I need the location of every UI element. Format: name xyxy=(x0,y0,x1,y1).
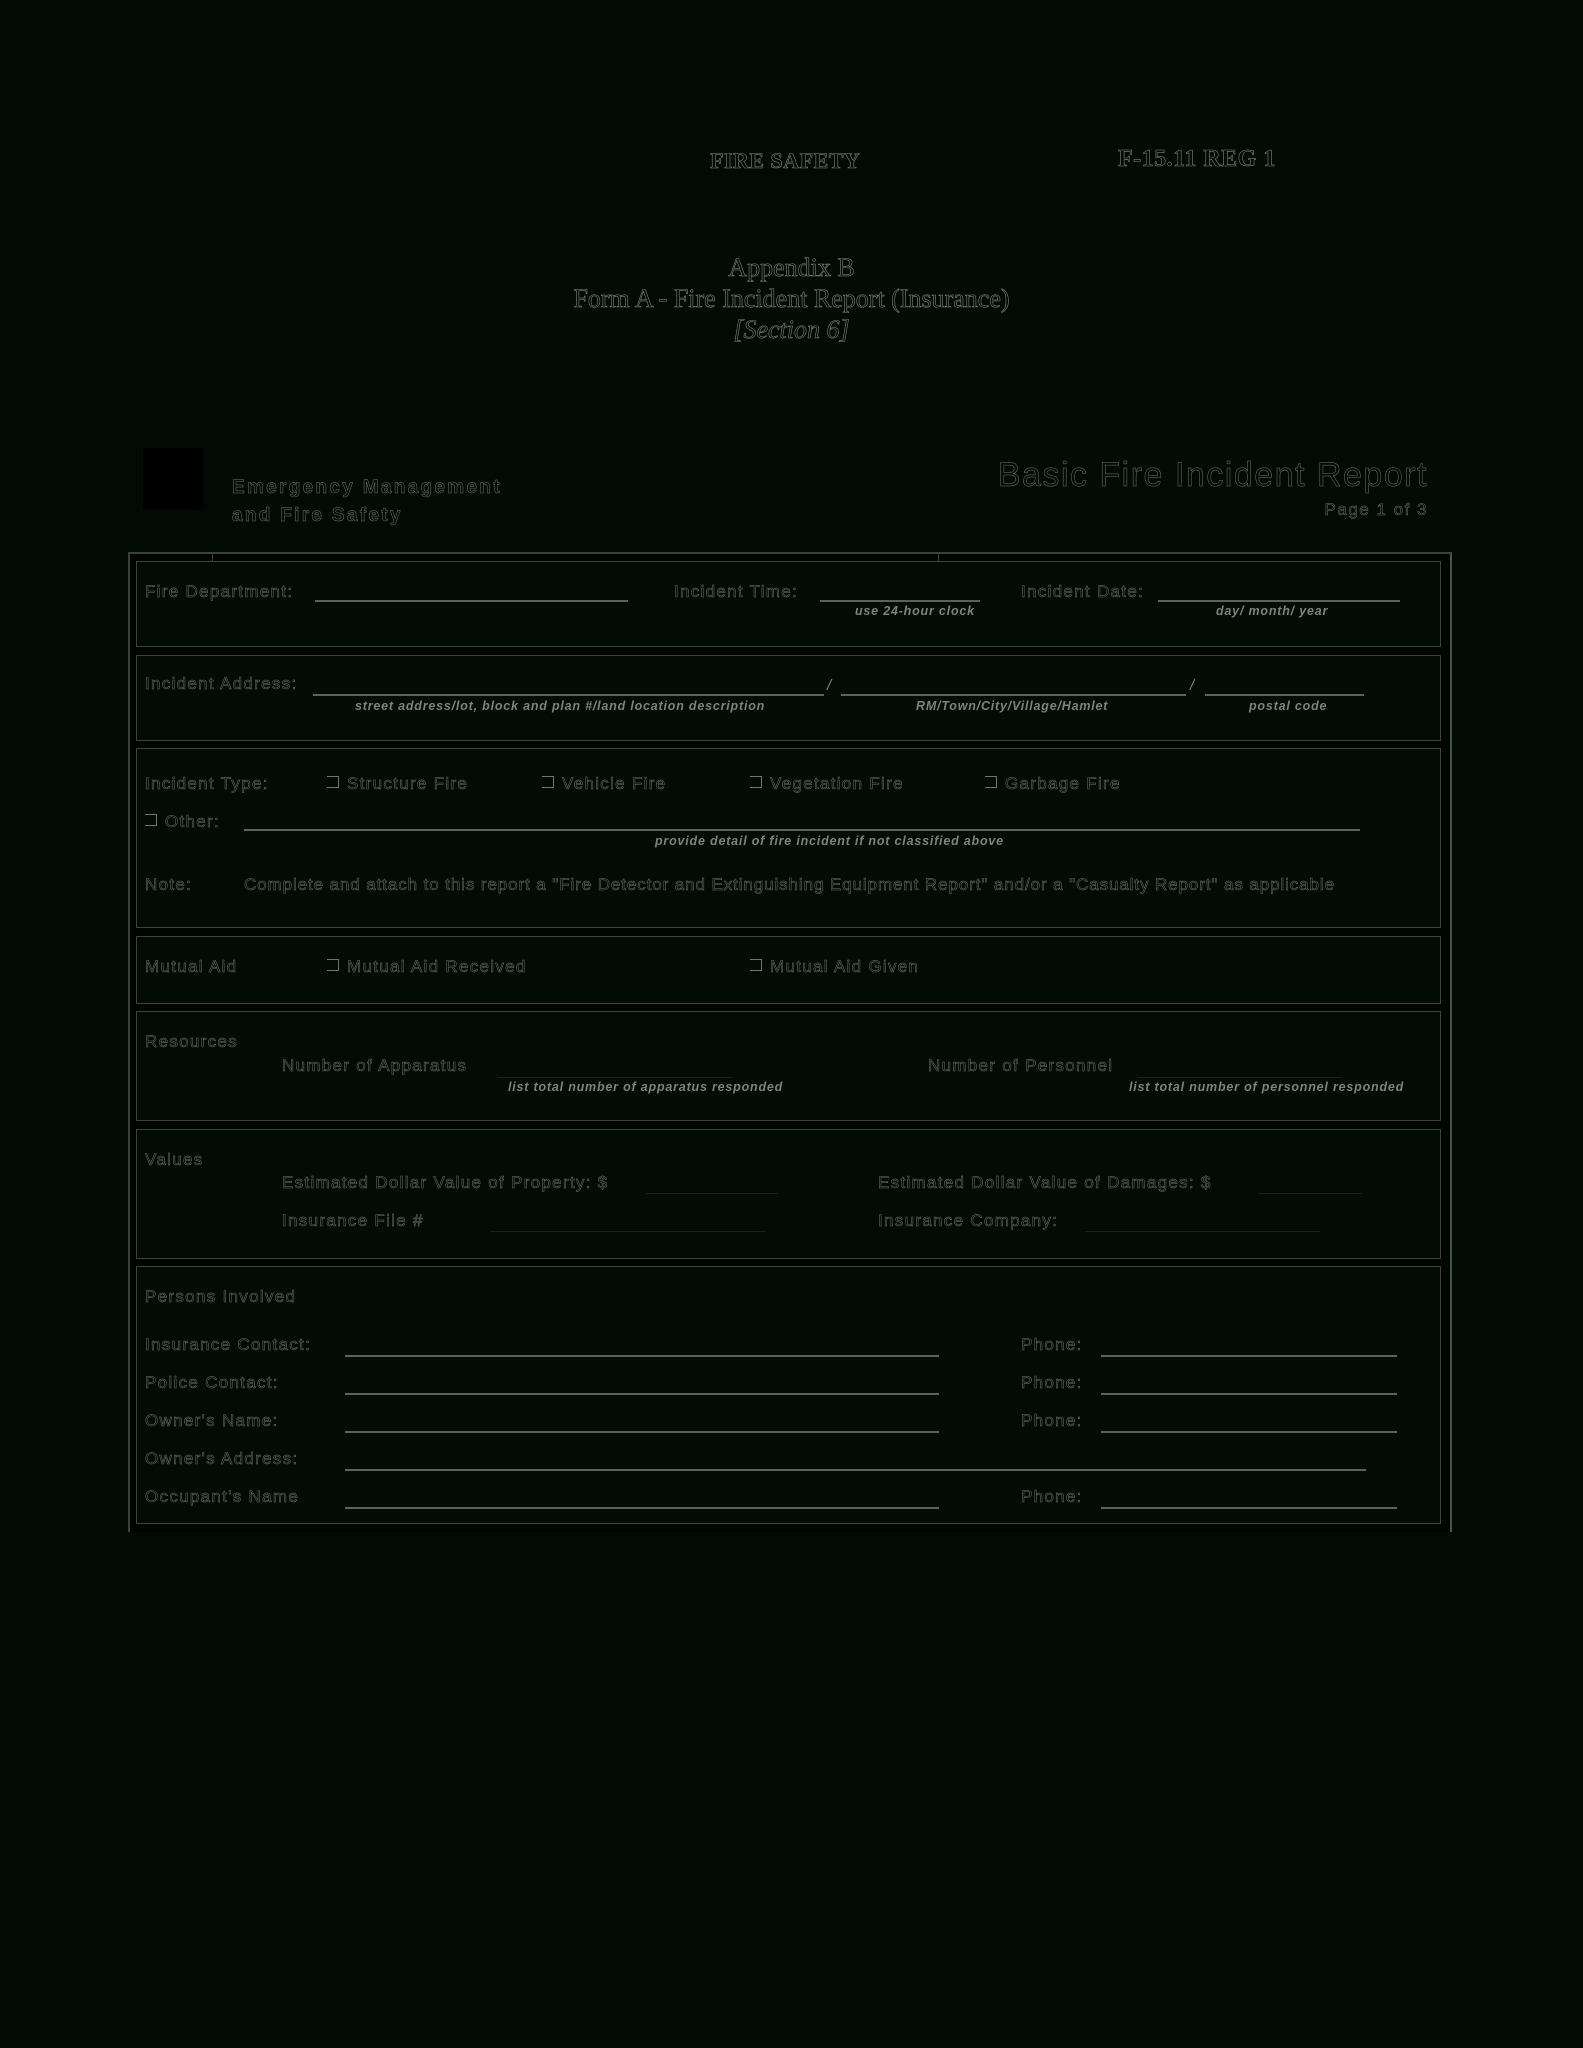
street-hint: street address/lot, block and plan #/land location description xyxy=(355,699,766,713)
fire-department-field[interactable] xyxy=(315,600,628,602)
persons-involved-label: Persons Involved xyxy=(145,1287,297,1306)
divider xyxy=(938,552,939,561)
checkbox-icon[interactable] xyxy=(327,959,339,971)
town-field[interactable] xyxy=(841,694,1186,696)
section-values xyxy=(136,1129,1441,1259)
checkbox-structure-fire[interactable]: Structure Fire xyxy=(327,774,468,794)
damages-value-field[interactable] xyxy=(1259,1193,1362,1194)
section-persons-involved xyxy=(136,1266,1441,1524)
checkbox-icon[interactable] xyxy=(750,776,762,788)
insurance-contact-field[interactable] xyxy=(345,1355,939,1357)
town-hint: RM/Town/City/Village/Hamlet xyxy=(916,699,1109,713)
postal-hint: postal code xyxy=(1249,699,1328,713)
insurance-company-field[interactable] xyxy=(1085,1231,1320,1232)
police-contact-field[interactable] xyxy=(345,1393,939,1395)
resources-label: Resources xyxy=(145,1032,238,1051)
checkbox-vehicle-fire[interactable]: Vehicle Fire xyxy=(542,774,666,794)
insurance-file-label: Insurance File # xyxy=(282,1211,424,1230)
separator: / xyxy=(1190,677,1195,694)
page-indicator: Page 1 of 3 xyxy=(1324,500,1428,519)
personnel-label: Number of Personnel xyxy=(928,1056,1114,1075)
section-incident-basics xyxy=(136,561,1441,647)
checkbox-icon[interactable] xyxy=(145,814,157,826)
section-resources xyxy=(136,1011,1441,1121)
checkbox-icon[interactable] xyxy=(542,776,554,788)
checkbox-garbage-fire[interactable]: Garbage Fire xyxy=(985,774,1121,794)
values-label: Values xyxy=(145,1150,204,1169)
phone-label: Phone: xyxy=(1021,1373,1083,1392)
occupant-name-label: Occupant's Name xyxy=(145,1487,300,1506)
damages-value-label: Estimated Dollar Value of Damages: $ xyxy=(878,1173,1212,1192)
incident-address-label: Incident Address: xyxy=(145,674,298,693)
owner-address-label: Owner's Address: xyxy=(145,1449,299,1468)
apparatus-hint: list total number of apparatus responded xyxy=(508,1080,784,1094)
form-title: Form A - Fire Incident Report (Insurance) xyxy=(573,284,1010,313)
note-text: Complete and attach to this report a "Fire Detector and Extinguishing Equipment Report" and/or a "Casualty Report" as applicable xyxy=(244,875,1335,894)
apparatus-label: Number of Apparatus xyxy=(282,1056,468,1075)
mutual-aid-label: Mutual Aid xyxy=(145,957,238,976)
street-address-field[interactable] xyxy=(313,694,824,696)
incident-time-label: Incident Time: xyxy=(674,582,799,601)
phone-label: Phone: xyxy=(1021,1487,1083,1506)
owner-name-field[interactable] xyxy=(345,1431,939,1433)
checkbox-mutual-aid-received[interactable]: Mutual Aid Received xyxy=(327,957,527,977)
report-title: Basic Fire Incident Report xyxy=(997,456,1428,494)
other-detail-field[interactable] xyxy=(244,829,1360,831)
occupant-name-field[interactable] xyxy=(345,1507,939,1509)
property-value-label: Estimated Dollar Value of Property: $ xyxy=(282,1173,609,1192)
personnel-hint: list total number of personnel responded xyxy=(1129,1080,1405,1094)
occupant-phone-field[interactable] xyxy=(1101,1507,1397,1509)
appendix-title: Appendix B xyxy=(728,253,855,282)
police-contact-phone-field[interactable] xyxy=(1101,1393,1397,1395)
fire-department-label: Fire Department: xyxy=(145,582,294,601)
section-incident-address xyxy=(136,655,1441,741)
owner-phone-field[interactable] xyxy=(1101,1431,1397,1433)
phone-label: Phone: xyxy=(1021,1411,1083,1430)
apparatus-field[interactable] xyxy=(497,1077,732,1078)
incident-date-hint: day/ month/ year xyxy=(1216,604,1329,618)
section-ref: [Section 6] xyxy=(733,315,850,344)
page-header-right: F-15.11 REG 1 xyxy=(1118,146,1276,172)
property-value-field[interactable] xyxy=(645,1193,778,1194)
insurance-contact-label: Insurance Contact: xyxy=(145,1335,312,1354)
postal-code-field[interactable] xyxy=(1205,694,1364,696)
incident-date-label: Incident Date: xyxy=(1021,582,1145,601)
section-incident-type xyxy=(136,748,1441,928)
checkbox-other[interactable]: Other: xyxy=(145,812,220,832)
section-mutual-aid xyxy=(136,936,1441,1004)
logo xyxy=(143,448,203,510)
checkbox-vegetation-fire[interactable]: Vegetation Fire xyxy=(750,774,904,794)
incident-time-field[interactable] xyxy=(820,600,980,602)
police-contact-label: Police Contact: xyxy=(145,1373,279,1392)
checkbox-icon[interactable] xyxy=(750,959,762,971)
incident-date-field[interactable] xyxy=(1158,600,1400,602)
divider xyxy=(212,552,213,561)
owner-address-field[interactable] xyxy=(345,1469,1366,1471)
insurance-company-label: Insurance Company: xyxy=(878,1211,1059,1230)
checkbox-mutual-aid-given[interactable]: Mutual Aid Given xyxy=(750,957,919,977)
note-label: Note: xyxy=(145,875,193,894)
title-block xyxy=(0,252,1583,345)
checkbox-icon[interactable] xyxy=(327,776,339,788)
personnel-field[interactable] xyxy=(1137,1077,1342,1078)
other-hint: provide detail of fire incident if not classified above xyxy=(655,834,1004,848)
owner-name-label: Owner's Name: xyxy=(145,1411,279,1430)
insurance-contact-phone-field[interactable] xyxy=(1101,1355,1397,1357)
incident-type-label: Incident Type: xyxy=(145,774,269,793)
incident-time-hint: use 24-hour clock xyxy=(855,604,975,618)
org-name: Emergency Management and Fire Safety xyxy=(232,477,502,526)
separator: / xyxy=(827,677,832,694)
phone-label: Phone: xyxy=(1021,1335,1083,1354)
insurance-file-field[interactable] xyxy=(490,1231,765,1232)
checkbox-icon[interactable] xyxy=(985,776,997,788)
page-header-left: FIRE SAFETY xyxy=(710,148,861,173)
